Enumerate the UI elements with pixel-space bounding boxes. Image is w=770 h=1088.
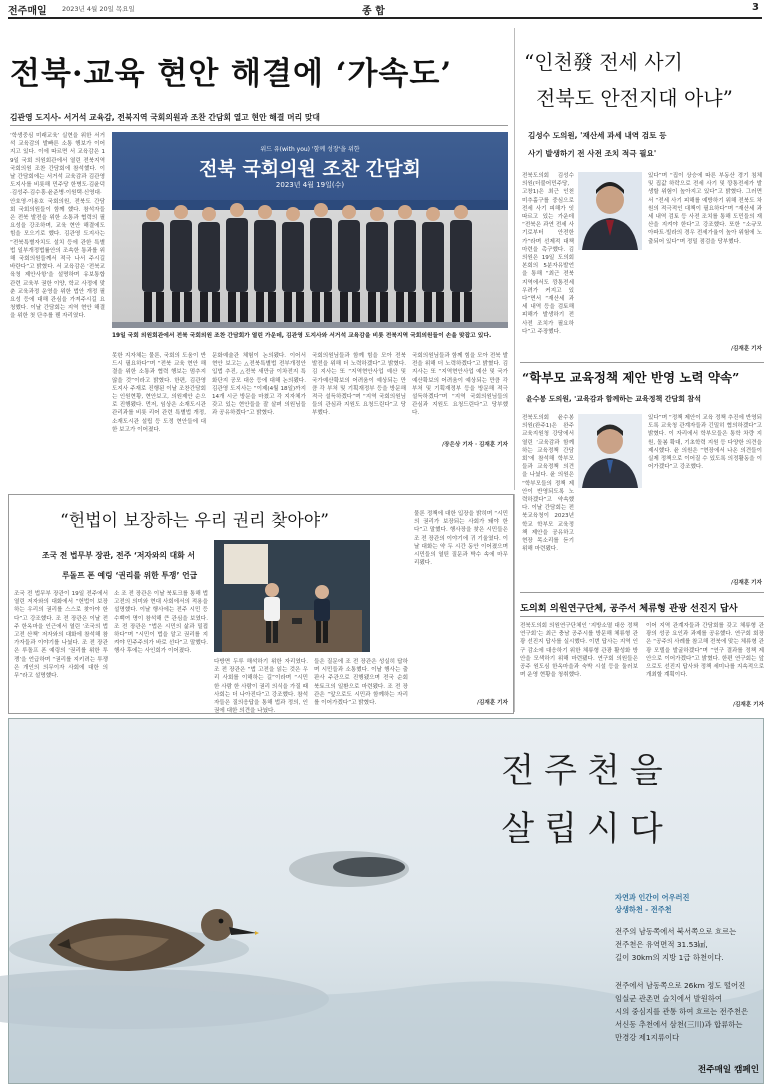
- page-number: 3: [752, 2, 759, 13]
- article5-byline: /김재훈 기자: [732, 702, 764, 708]
- article5-left-text: 전북도의회 의원연구단체인 ‘지방소멸 대응 정책 연구회’는 최근 충남 공주시를 방문해 체류형 관광 선진지 답사를 실시했다. 이번 답사는 지역 인구 감소에 대응하기 위한 체류형 관광 활성화 방안을 모색하기 위해 마련됐다. 연구회 의원들은 공주 원도심 한옥마을과 숙박 시설 등을 둘러보며 운영 현황을 청취했다.: [520, 623, 638, 679]
- book-talk-stage-icon: [214, 540, 370, 652]
- article1-byline: /장은상 기자 · 김재훈 기자: [442, 442, 508, 448]
- article4-byline: /김재훈 기자: [476, 700, 508, 706]
- article3-subhead: 윤수봉 도의원, '교육감과 함께하는 교육정책 간담회 참석: [526, 395, 701, 403]
- article4-col2: 소 조 전 장관은 이날 북토크를 통해 법 고전의 의미와 현대 사회에서의 적용을 설명했다. 이날 행사에는 전주 시민 등 수백여 명이 참석해 큰 관심을 보였다. 조 전 장관은 “법은 시민의 삶과 밀접하다”며 “시민이 법을 알고 권리를 지켜야 민주주의가 바로 선다”고 말했다. 행사 후에는 사인회가 이어졌다.: [114, 591, 208, 655]
- attendees-figures: [112, 200, 508, 328]
- article1-col5: 국회의원님들과 함께 힘을 모아 전북 발전을 위해 더 노력하겠다”고 밝혔다. 김 지사는 또 “지역현안사업 예산 및 국가예산확보의 어려움이 예상되는 만큼 각 부처 및 기획재정부 등을 방문해 적극 설득하겠다”며 “지역 국회의원님들의 관심과 지원도 요청드린다”고 당부했다.: [412, 353, 508, 417]
- campaign-title-line1: 전주천을: [501, 751, 673, 791]
- article3-left-text: 전북도의회 윤수봉 의원(완주1)은 완주교육지원청 강당에서 열린 ‘교육감과 함께하는 교육정책 간담회’에 참석해 학부모들과 교육정책 의견을 나눴다. 윤 의원은 “학부모들의 정책 제안이 반영되도록 노력하겠다”고 약속했다. 이날 간담회는 전북교육청이 2023년 학교 학부모 교육정책 제안을 공유하고 현장 목소리를 듣기 위해 마련됐다.: [522, 415, 574, 553]
- campaign-tagline-line1: 자연과 인간이 어우러진: [615, 893, 690, 902]
- article4-col5: 물론 정책에 대한 입장을 밝히며 “시민의 권리가 보장되는 사회가 돼야 한다”고 말했다. 행사장을 찾은 시민들은 조 전 장관의 이야기에 귀 기울였다. 이날 대화는 약 두 시간 동안 이어졌으며 시민들의 열띤 질문과 박수 속에 마무리됐다.: [414, 511, 508, 567]
- para2-line5: 만경강 제1지류이다: [615, 1033, 680, 1042]
- article1-subhead: 김관영 도지사- 서거석 교육감, 전북지역 국회의원과 조찬 간담회 열고 현안 해결 머리 맞대: [10, 113, 320, 122]
- article1-subhead-rule: [10, 125, 508, 126]
- article1-col4: 국회의원님들과 함께 힘을 모아 전북 발전을 위해 더 노력하겠다”고 밝혔다. 김 지사는 또 “지역현안사업 예산 및 국가예산확보의 어려움이 예상되는 만큼 각 부처 및 기획재정부 등을 방문해 적극 설득하겠다”며 “지역 국회의원님들의 관심과 지원도 요청드린다”고 당부했다.: [312, 353, 406, 417]
- article1-caption: 19일 국회 의원회관에서 전북 국회의원 조찬 간담회가 열린 가운데, 김관영 도지사와 서거석 교육감을 비롯 전북지역 국회의원들이 손을 맞잡고 있다.: [112, 333, 492, 339]
- para2-line1: 전주에서 남동쪽으로 26km 정도 떨어진: [615, 981, 746, 990]
- article5-headline-rule: [520, 616, 764, 617]
- banner-title: 전북 국회의원 조찬 간담회: [199, 158, 421, 180]
- article4-col4: 들은 질문에 조 전 장관은 성실히 답하며 시민들과 소통했다. 이날 행사는 출판사 주관으로 진행됐으며 전국 순회 북토크의 일환으로 마련됐다. 조 전 장관은 “앞으로도 시민과 함께하는 자리를 이어가겠다”고 밝혔다.: [314, 659, 408, 707]
- paper-name: 전주매일: [8, 6, 47, 17]
- column-divider-lower: [514, 494, 515, 712]
- article4-headline: “헌법이 보장하는 우리 권리 찾아야”: [60, 511, 329, 531]
- banner-small-text: 위드 유(with you) '함께 성장'을 위한: [260, 146, 360, 153]
- para2-line2: 임실군 관촌면 슬치에서 발원하여: [615, 994, 723, 1003]
- article3-headline: “학부모 교육정책 제안 반영 노력 약속”: [522, 370, 740, 385]
- portrait-silhouette-icon: [578, 414, 642, 488]
- article4-subhead-line2: 루돌프 폰 예링 ‘권리를 위한 투쟁’ 언급: [62, 571, 198, 580]
- campaign-para1: [615, 925, 761, 964]
- article2-right-text: 있다”며 “집이 상승에 따른 부동산 경기 침체 및 집값 하락으로 전세 사기 및 깡통전세가 발생할 위험이 높아지고 있다”고 밝혔다. 그러면서 “전세 사기 피해를 예방하기 위해 전북도 차원의 적극적인 대책이 필요하다”며 “재산세 과세 내역 검토 등 사전 조치를 통해 도민들의 재산을 지켜야 한다”고 강조했다. 또한 “소규모 아파트·빌라의 경우 전세가율이 높아 위험에 노출되어 있다”며 정밀 점검을 당부했다.: [648, 173, 762, 245]
- campaign-para2: [615, 979, 761, 1044]
- article2-headline-line1: “인천發 전세 사기: [524, 50, 683, 74]
- campaign-banner: [8, 718, 764, 1084]
- para1-line1: 전주의 남동쪽에서 북서쪽으로 흐르는: [615, 927, 737, 936]
- article5-headline: 도의회 의원연구단체, 공주서 체류형 관광 선진지 답사: [520, 603, 738, 614]
- banner-date: 2023년 4월 19일(수): [275, 181, 345, 189]
- article1-headline: 전북·교육 현안 해결에 ‘가속도’: [10, 56, 453, 92]
- campaign-tagline-line2: 상생하천 - 전주천: [615, 905, 672, 914]
- page-header: [0, 0, 770, 16]
- article1-photo: [112, 132, 508, 328]
- article3-portrait: [578, 414, 642, 488]
- article1-col2: 못한 지자체는 물론, 국회의 도움이 반드시 필요하다”며 “전북 교육 현안 해결을 위한 소통과 협력 행보는 멈추지 않을 것”이라고 밝혔다. 한편, 김관영 도지사 주재로 진행된 이날 조찬간담회는 인원현황, 현안보고, 의원제안 순으로 진행됐다. 먼저, 임상은 소재도시관 관리과를 비롯 리어 관련 특별법 개정, 소재도시관 설립 등 도정 현안들에 대한 보고가 이어졌다.: [112, 353, 206, 433]
- article1-col1: ‘학생중심 미래교육’ 실현을 위한 서거석 교육감의 발빠른 소통 행보가 이어지고 있다. 이에 따르면 서 교육감은 19일 국회 의원회관에서 열린 전북지역 국회의원 조찬 간담회에 참석했다. 이날 간담회에는 서거석 교육감과 김관영 도지사를 비롯해 민주당 한병도·김윤덕·김성주·김수흥·윤준병·이원택·신영대·안호영·이용호 국회의원, 전북도 간담회 국회의원들이 함께 했다. 참석자들은 전북 발전을 위한 소통과 협력의 필요성을 강조하며, 교육 현안 해결에도 힘을 모으기로 했다. 김관영 도지사는 “전북특별자치도 설치 등에 관한 특별법 일부개정법률안의 조속한 통과를 위해 국회의원들께서 적극 나서 주시길 바란다”고 밝혔다. 서 교육감은 ‘전북교육청 제안사항’을 설명하며 유보통합 관련 교육부 권한 이양, 학교 사정에 맞춘 교육과정 운영을 위한 법안 개정 필요성 등에 대해 관심을 가져주시길 요청했다. 이날 간담회는 지역 현안 해결을 위한 첫 단추를 꿴 자리였다.: [10, 133, 105, 320]
- article3-bottom-rule: [520, 592, 764, 593]
- article2-bottom-rule: [520, 362, 764, 363]
- article2-left-text: 전북도의회 김성수 의원(더불어민주당, 고창1)은 최근 인천 미추홀구를 중심으로 전세 사기 피해가 잇따르고 있는 가운데 “전북은 과연 전세 사기로부터 안전한가”라며 선제적 대책 마련을 촉구했다. 김 의원은 19일 도의회 본회의 5분자유발언을 통해 “최근 전북 지역에서도 깡통전세 우려가 커지고 있다”면서 “재산세 과세 내역 등을 검토해 피해가 발생하기 전 사전 조치가 필요하다”고 주장했다.: [522, 173, 574, 335]
- para1-line3: 길이 30km의 지방 1급 하천이다.: [615, 953, 724, 962]
- para2-line4: 서신동 추천에서 삼천(三川)과 합류하는: [615, 1020, 743, 1029]
- campaign-sponsor: 전주매일 캠페인: [697, 1065, 759, 1075]
- article2-headline-line2: 전북도 안전지대 아냐”: [536, 86, 733, 110]
- column-divider-main: [514, 28, 515, 490]
- article2-subhead-line2: 사기 발생하기 전 사전 조치 적극 필요': [528, 149, 657, 158]
- article3-right-text: 있다”며 “정책 제안이 교육 정책 추진에 반영되도록 교육청 관계자들과 긴밀히 협의하겠다”고 밝혔다. 이 자리에서 학부모들은 통학 차량 지원, 돌봄 확대, 기초학력 지원 등 다양한 의견을 제시했다. 윤 의원은 “현장에서 나온 의견들이 실제 정책으로 이어질 수 있도록 의정활동을 이어가겠다”고 강조했다.: [648, 415, 762, 471]
- article2-subhead-line1: 김성수 도의원, '재산세 과세 내역 검토 등: [528, 131, 667, 140]
- portrait-silhouette-icon: [578, 172, 642, 250]
- header-rule: [8, 17, 762, 19]
- article4-subhead-line1: 조국 전 법무부 장관, 전주 ‘저자와의 대화 서: [42, 551, 195, 560]
- campaign-title-line2: 살립시다: [501, 809, 673, 849]
- article3-byline: /김재훈 기자: [730, 580, 762, 586]
- article4-col3: 다방면 두루 해석하기 위한 자리였다. 조 전 장관은 “법 고전을 읽는 것은 우리 사회를 이해하는 길”이라며 “시민 한 사람 한 사람이 권리 의식을 가질 때 사회는 더 나아진다”고 강조했다. 참석자들은 질의응답을 통해 법과 정의, 인권에 대한 의견을 나눴다.: [214, 659, 308, 715]
- section-name: 종 합: [362, 6, 385, 17]
- article1-col3: 문화예술관 체험이 논의됐다. 이어서 현안 보고는 △전북특별법 전부개정안 입법 추진, △전북 새만금 이차전지 특화단지 공모 대응 등에 대해 논의됐다. 김관영 도지사는 “이제(4월 18일)까지 14개 시군 방문을 마쳤고 각 지자체가 갖고 있는 현안들을 잘 살펴 의원님들과 공유하겠다”고 밝혔다.: [212, 353, 306, 417]
- issue-date: 2023년 4월 20일 목요일: [62, 5, 135, 13]
- article4-photo: [214, 540, 370, 652]
- article5-right-text: 이어 지역 관계자들과 간담회를 갖고 체류형 관광의 성공 요인과 과제를 공유했다. 연구회 회장은 “공주의 사례를 참고해 전북에 맞는 체류형 관광 모델을 발굴하겠다”며 “연구 결과를 정책 제안으로 이어가겠다”고 밝혔다. 한편 연구회는 앞으로도 선진지 답사와 정책 세미나를 지속적으로 개최할 계획이다.: [646, 623, 765, 679]
- article4-col1: 조국 전 법무부 장관이 19일 전주에서 열린 저자와의 대화에서 “헌법이 보장하는 우리의 권리를 스스로 찾아야 한다”고 강조했다. 조 전 장관은 이날 전주 한옥마을 인근에서 열린 ‘조국의 법고전 산책’ 저자와의 대화에 참석해 참가자들과 이야기를 나눴다. 조 전 장관은 루돌프 폰 예링의 ‘권리를 위한 투쟁’을 언급하며 “권리를 지키려는 투쟁은 개인의 의무이자 사회에 대한 의무”라고 설명했다.: [14, 591, 108, 680]
- article2-byline: /김재훈 기자: [730, 346, 762, 352]
- article2-portrait: [578, 172, 642, 250]
- para1-line2: 전주천은 유역면적 31.53㎢,: [615, 940, 708, 949]
- para2-line3: 시의 중심지를 관통 하여 흐르는 전주천은: [615, 1007, 749, 1016]
